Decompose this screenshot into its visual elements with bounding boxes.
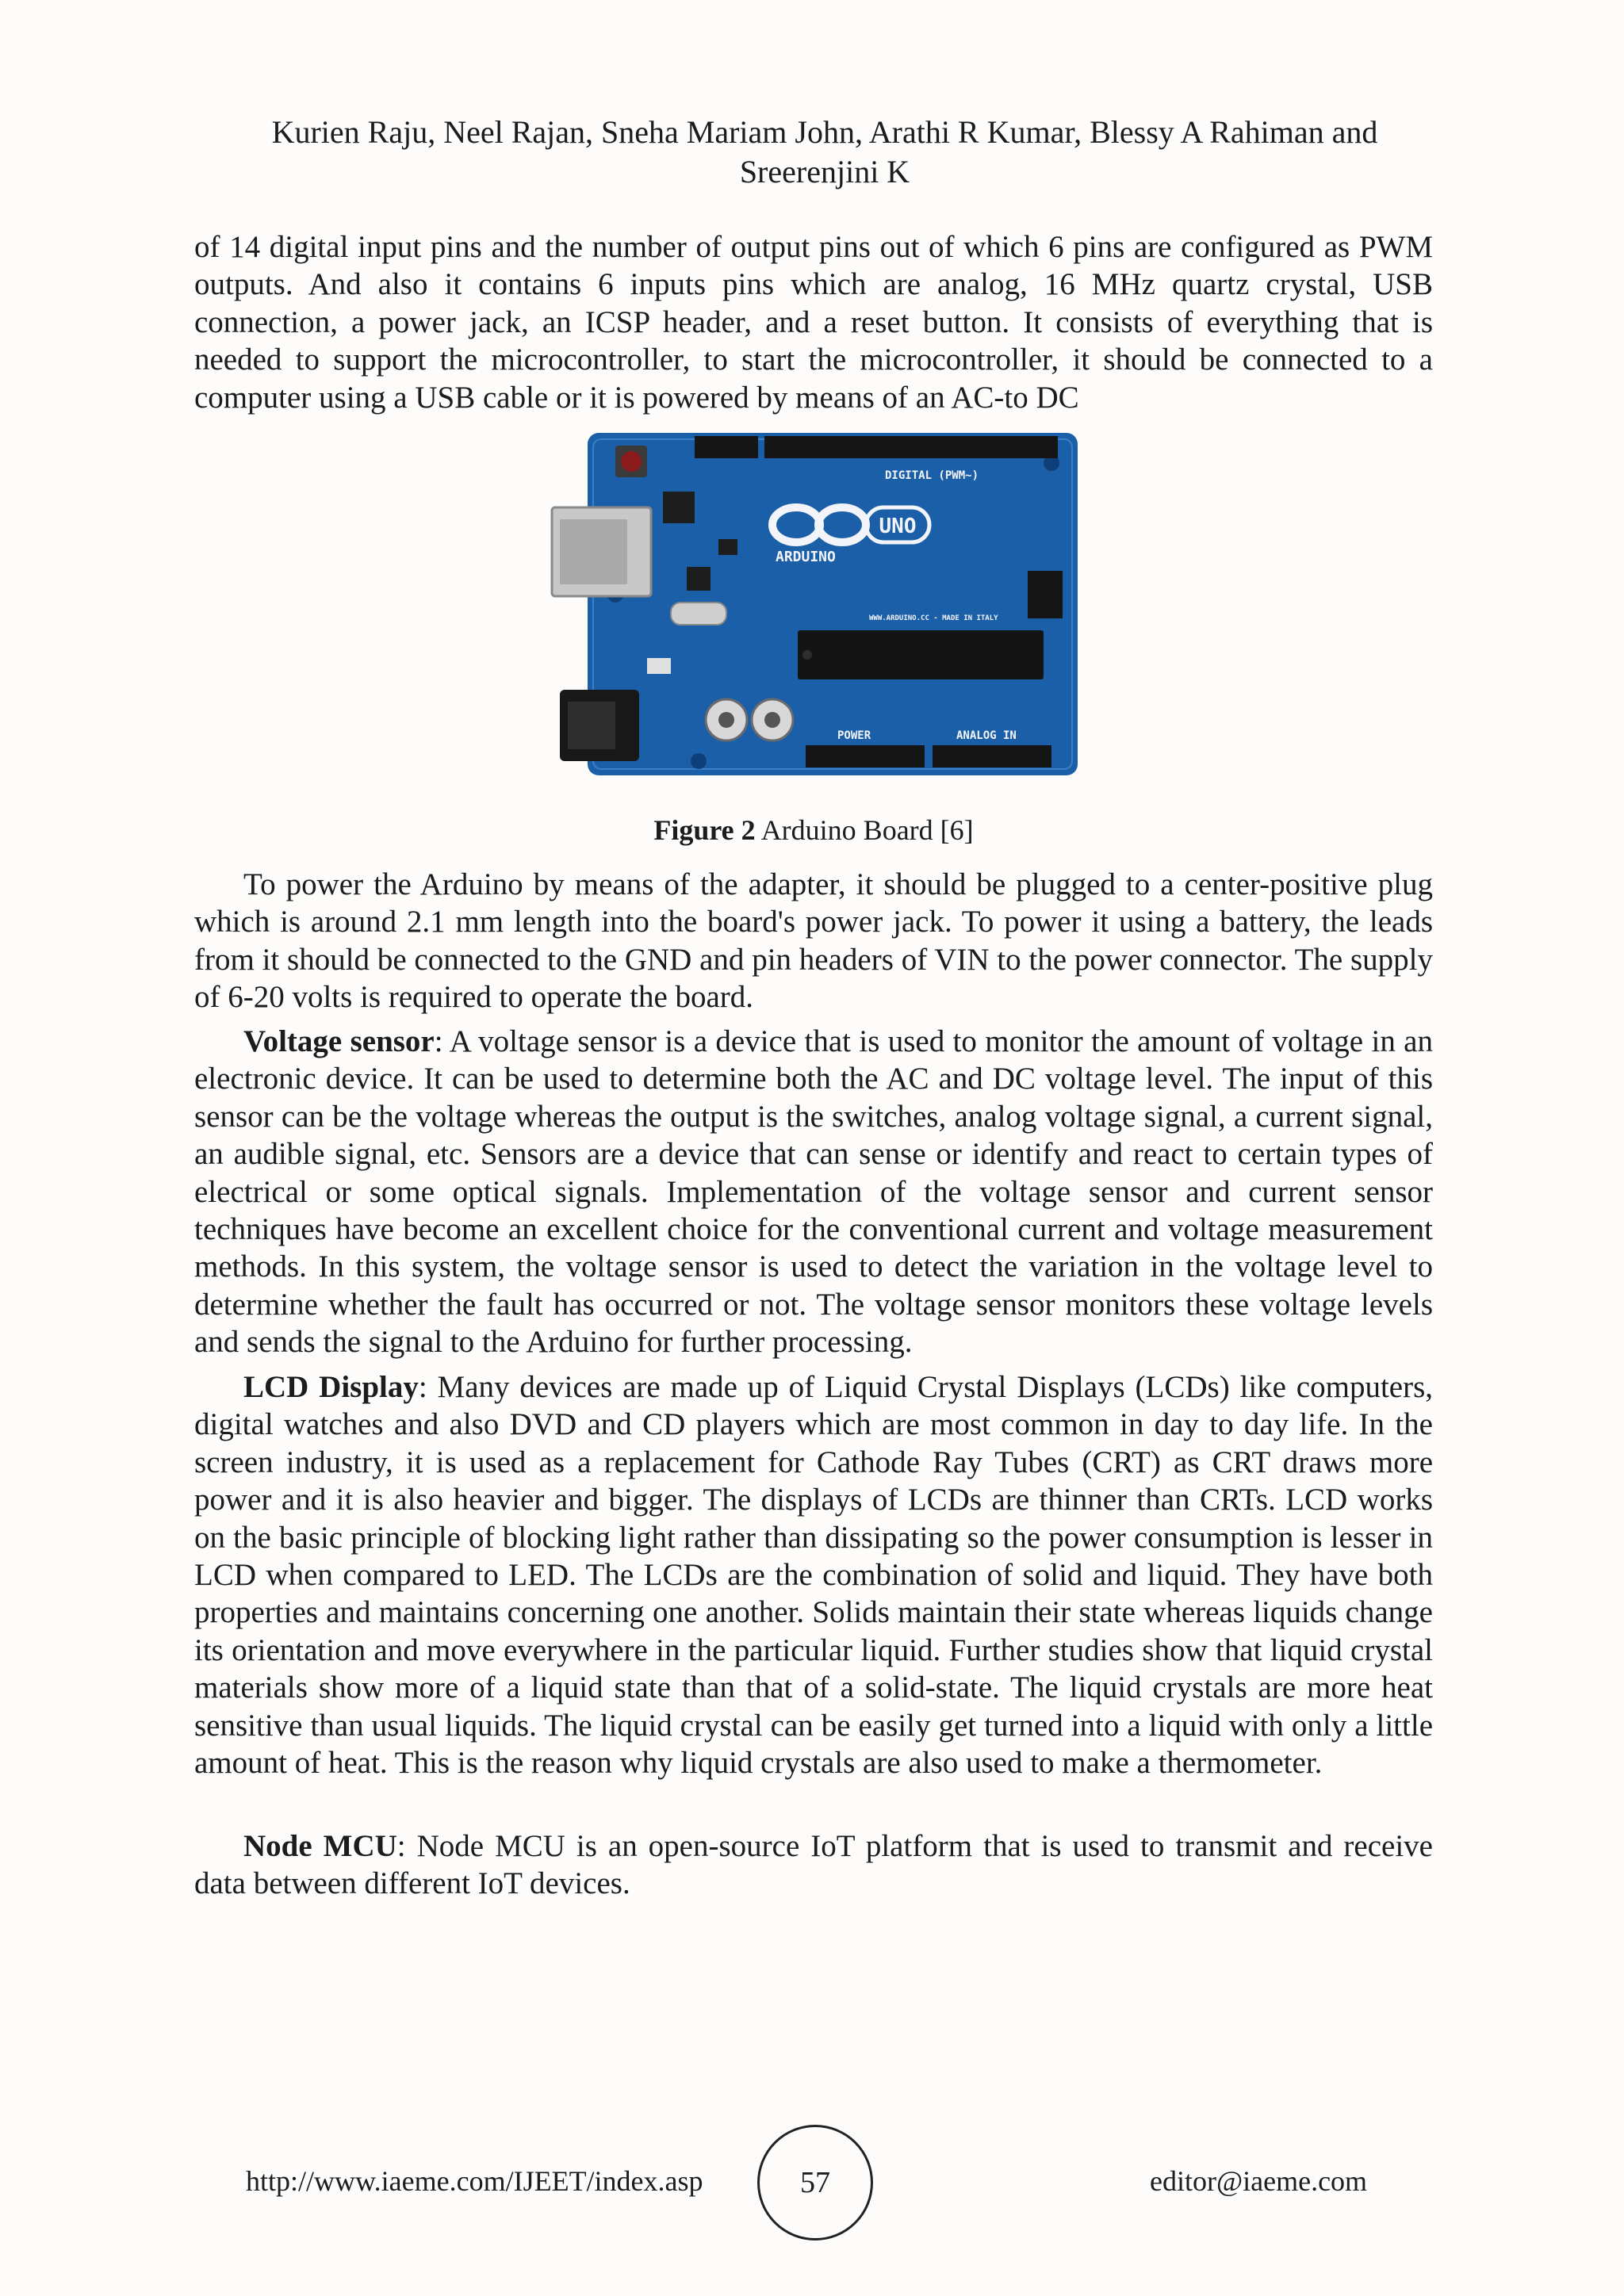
board-analog-label: ANALOG IN xyxy=(956,729,1017,742)
board-pcb xyxy=(588,433,1078,775)
node-mcu-heading: Node MCU xyxy=(243,1829,397,1863)
analog-header xyxy=(933,745,1051,767)
paragraph-arduino-intro: of 14 digital input pins and the number of output pins out of which 6 pins are configured as PWM outputs. And also it contains 6 inputs pins which are analog, 16 MHz quartz crystal, USB connection, a power jack, an ICSP header, and a reset button. It consists of everything that is needed to support the microcontroller, to start the microcontroller, it should be connected to a computer using a USB cable or it is powered by means of an AC-to DC xyxy=(194,230,1433,415)
figure-caption-text: Arduino Board [6] xyxy=(760,814,974,846)
paragraph-lcd-display xyxy=(194,1368,1433,1781)
lcd-display-text: : Many devices are made up of Liquid Crystal Displays (LCDs) like computers, digital watches and also DVD and CD players which are most common in day to day life. In the screen industry, it is used as a replacement for Cathode Ray Tubes (CRT) as CRT draws more power and it is also heavier and bigger. The displays of LCDs are thinner than CRTs. LCD works on the basic principle of blocking light rather than dissipating so the power consumption is lesser in LCD when compared to LED. The LCDs are the combination of solid and liquid. They have both properties and maintains concerning one another. Solids maintain their state whereas liquids change its orientation and move everywhere in the particular liquid. Further studies show that liquid crystal materials show more of a liquid state than that of a solid-state. The liquid crystals are more heat sensitive than usual liquids. The liquid crystal can be easily get turned into a liquid with only a little amount of heat. This is the reason why liquid crystals are also used to make a thermometer. xyxy=(194,1370,1434,1781)
lcd-display-heading: LCD Display xyxy=(243,1370,419,1404)
page-number: 57 xyxy=(757,2125,873,2241)
power-header xyxy=(806,745,925,767)
digital-header xyxy=(764,436,1058,458)
paragraph-voltage-sensor xyxy=(194,1023,1433,1361)
atmega-chip xyxy=(798,630,1044,679)
node-mcu-text: : Node MCU is an open-source IoT platform that is used to transmit and receive data between different IoT devices. xyxy=(194,1829,1433,1901)
paragraph-node-mcu xyxy=(194,1827,1433,1903)
arduino-board-figure xyxy=(544,428,1107,783)
figure-caption xyxy=(194,812,1433,848)
board-digital-label: DIGITAL (PWM~) xyxy=(885,469,979,482)
paragraph-power: To power the Arduino by means of the adapter, it should be plugged to a center-positive plug which is around 2.1 mm length into the board's power jack. To power it using a battery, the leads from it should be connected to the GND and pin headers of VIN to the power connector. The supply of 6-20 volts is required to operate the board. xyxy=(194,867,1433,1015)
board-brand-label: ARDUINO xyxy=(776,549,836,565)
voltage-sensor-text: : A voltage sensor is a device that is used to monitor the amount of voltage in an electronic device. It can be used to determine both the AC and DC voltage level. The input of this sensor can be the voltage whereas the output is the switches, analog voltage signal, a current signal, an audible signal, etc. Sensors are a device that can sense or identify and react to certain types of electrical or some optical signals. Implementation of the voltage sensor and current sensor techniques have become an excellent choice for the conventional current and voltage measurement methods. In this system, the voltage sensor is used to detect the variation in the voltage level to determine whether the fault has occurred or not. The voltage sensor monitors these voltage levels and sends the signal to the Arduino for further processing. xyxy=(194,1024,1433,1360)
running-header xyxy=(230,113,1419,192)
board-power-label: POWER xyxy=(837,729,871,742)
figure-label: Figure 2 xyxy=(653,814,756,846)
footer-email[interactable]: editor@iaeme.com xyxy=(1150,2165,1368,2197)
header-authors: Kurien Raju, Neel Rajan, Sneha Mariam John, Arathi R Kumar, Blessy A Rahiman and Sreerenjini K xyxy=(271,114,1378,189)
board-site-label: WWW.ARDUINO.CC - MADE IN ITALY xyxy=(869,614,998,622)
footer-url[interactable]: http://www.iaeme.com/IJEET/index.asp xyxy=(246,2165,703,2197)
board-logo-label: UNO xyxy=(879,515,917,538)
voltage-sensor-heading: Voltage sensor xyxy=(243,1024,435,1058)
arduino-board-image xyxy=(544,428,1107,783)
